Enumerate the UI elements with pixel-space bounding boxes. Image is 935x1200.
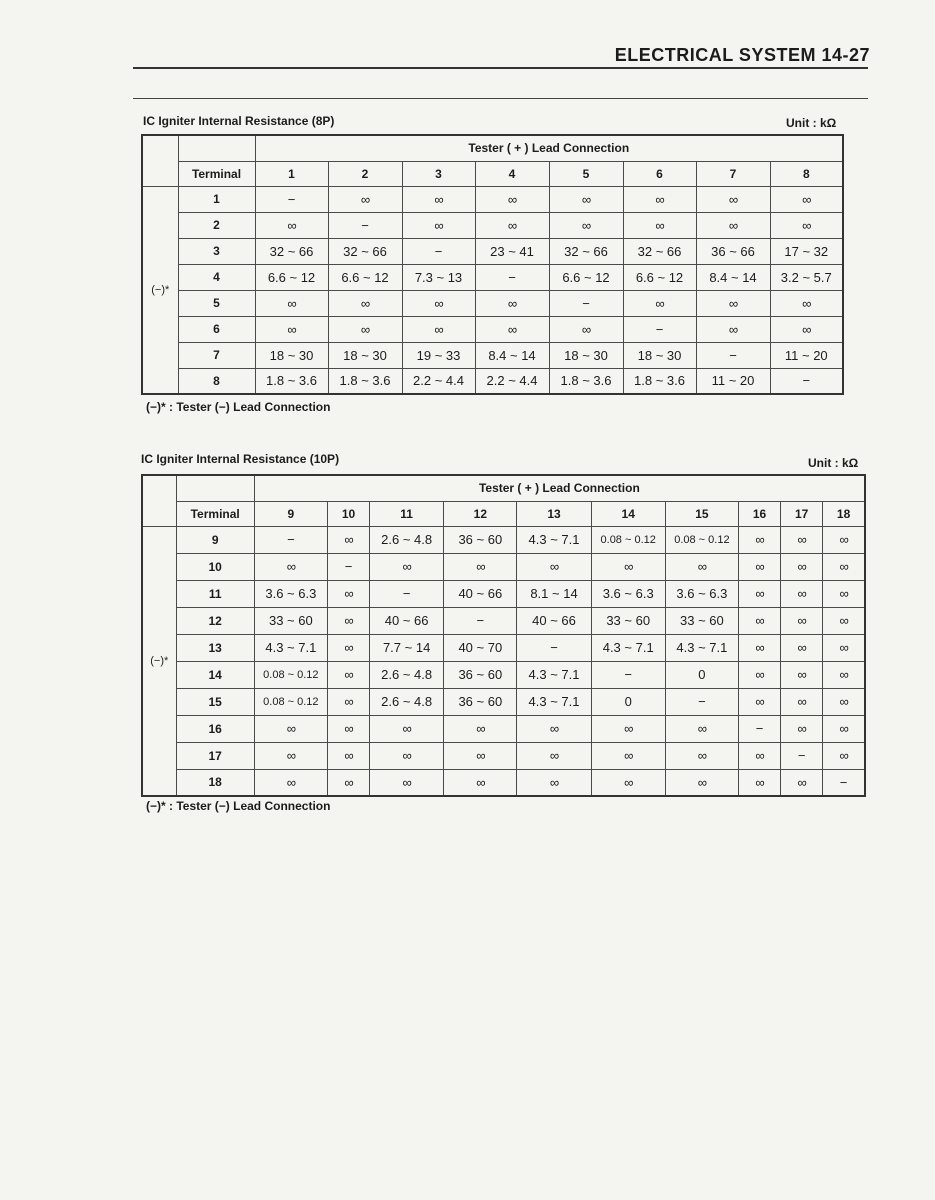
table-row: [142, 580, 865, 607]
row-terminal: 3: [178, 238, 255, 264]
resistance-cell: ∞: [327, 634, 369, 661]
column-header: 4: [475, 161, 549, 186]
resistance-cell: ∞: [770, 186, 843, 212]
table-10p-unit: Unit : kΩ: [808, 456, 859, 470]
resistance-cell: −: [328, 212, 402, 238]
resistance-cell: ∞: [781, 553, 823, 580]
resistance-cell: 32 ~ 66: [623, 238, 696, 264]
resistance-cell: 1.8 ~ 3.6: [328, 368, 402, 394]
resistance-cell: −: [823, 769, 865, 796]
resistance-cell: ∞: [517, 715, 591, 742]
table-10p-footnote: (−)* : Tester (−) Lead Connection: [146, 799, 331, 813]
table-row: [142, 742, 865, 769]
resistance-cell: ∞: [255, 316, 328, 342]
resistance-cell: ∞: [781, 607, 823, 634]
resistance-cell: 40 ~ 66: [444, 580, 517, 607]
resistance-cell: ∞: [665, 553, 738, 580]
resistance-cell: ∞: [781, 580, 823, 607]
resistance-cell: ∞: [254, 553, 327, 580]
resistance-cell: ∞: [823, 688, 865, 715]
resistance-cell: 2.2 ~ 4.4: [475, 368, 549, 394]
resistance-cell: 6.6 ~ 12: [328, 264, 402, 290]
table-row: [142, 715, 865, 742]
resistance-cell: ∞: [402, 186, 475, 212]
column-header: 11: [370, 501, 444, 526]
resistance-cell: ∞: [665, 742, 738, 769]
resistance-cell: ∞: [781, 769, 823, 796]
table-row: [142, 316, 843, 342]
resistance-cell: ∞: [781, 661, 823, 688]
table-row: [142, 688, 865, 715]
resistance-cell: ∞: [517, 742, 591, 769]
resistance-cell: 4.3 ~ 7.1: [517, 526, 591, 553]
resistance-cell: ∞: [370, 553, 444, 580]
resistance-cell: 3.2 ~ 5.7: [770, 264, 843, 290]
resistance-cell: ∞: [254, 715, 327, 742]
resistance-cell: ∞: [591, 742, 665, 769]
resistance-cell: ∞: [327, 715, 369, 742]
corner-cell: [142, 475, 176, 501]
resistance-cell: 7.7 ~ 14: [370, 634, 444, 661]
resistance-cell: 8.4 ~ 14: [696, 264, 770, 290]
resistance-cell: ∞: [591, 553, 665, 580]
resistance-cell: ∞: [781, 688, 823, 715]
resistance-cell: ∞: [370, 715, 444, 742]
resistance-cell: 0.08 ~ 0.12: [591, 526, 665, 553]
row-terminal: 10: [176, 553, 254, 580]
resistance-cell: 33 ~ 60: [665, 607, 738, 634]
resistance-cell: ∞: [327, 688, 369, 715]
corner-cell: [142, 501, 176, 526]
resistance-cell: ∞: [327, 580, 369, 607]
terminal-header: Terminal: [176, 501, 254, 526]
resistance-cell: ∞: [254, 742, 327, 769]
column-header: 8: [770, 161, 843, 186]
resistance-cell: 8.4 ~ 14: [475, 342, 549, 368]
resistance-cell: 18 ~ 30: [549, 342, 623, 368]
resistance-cell: ∞: [696, 212, 770, 238]
resistance-cell: ∞: [328, 186, 402, 212]
resistance-cell: ∞: [738, 580, 780, 607]
resistance-cell: ∞: [623, 186, 696, 212]
column-header: 10: [327, 501, 369, 526]
resistance-cell: ∞: [781, 715, 823, 742]
resistance-cell: ∞: [549, 212, 623, 238]
row-terminal: 14: [176, 661, 254, 688]
resistance-cell: 18 ~ 30: [255, 342, 328, 368]
resistance-cell: ∞: [696, 186, 770, 212]
resistance-cell: 2.6 ~ 4.8: [370, 526, 444, 553]
resistance-cell: 1.8 ~ 3.6: [549, 368, 623, 394]
table-row: [142, 368, 843, 394]
resistance-cell: ∞: [770, 212, 843, 238]
corner-cell: [142, 135, 178, 161]
resistance-cell: 4.3 ~ 7.1: [591, 634, 665, 661]
resistance-cell: ∞: [738, 634, 780, 661]
resistance-cell: ∞: [255, 290, 328, 316]
resistance-cell: 6.6 ~ 12: [255, 264, 328, 290]
resistance-cell: −: [475, 264, 549, 290]
resistance-cell: 3.6 ~ 6.3: [665, 580, 738, 607]
resistance-cell: 8.1 ~ 14: [517, 580, 591, 607]
column-header: 16: [738, 501, 780, 526]
resistance-cell: ∞: [823, 607, 865, 634]
table-row: [142, 661, 865, 688]
resistance-cell: ∞: [591, 715, 665, 742]
column-header: 18: [823, 501, 865, 526]
resistance-cell: 3.6 ~ 6.3: [254, 580, 327, 607]
resistance-cell: 33 ~ 60: [254, 607, 327, 634]
table-row: [142, 342, 843, 368]
resistance-cell: 11 ~ 20: [696, 368, 770, 394]
column-header: 5: [549, 161, 623, 186]
resistance-cell: ∞: [517, 769, 591, 796]
resistance-cell: ∞: [823, 661, 865, 688]
resistance-cell: ∞: [402, 290, 475, 316]
resistance-cell: 4.3 ~ 7.1: [517, 688, 591, 715]
row-terminal: 12: [176, 607, 254, 634]
resistance-cell: ∞: [738, 688, 780, 715]
resistance-cell: ∞: [823, 634, 865, 661]
resistance-cell: ∞: [781, 634, 823, 661]
table-row: [142, 607, 865, 634]
resistance-cell: 32 ~ 66: [549, 238, 623, 264]
resistance-cell: 4.3 ~ 7.1: [517, 661, 591, 688]
column-header: 2: [328, 161, 402, 186]
tester-plus-header: Tester ( + ) Lead Connection: [255, 135, 843, 161]
resistance-cell: ∞: [327, 742, 369, 769]
resistance-cell: ∞: [738, 769, 780, 796]
resistance-cell: ∞: [738, 661, 780, 688]
corner-cell: [176, 475, 254, 501]
row-terminal: 9: [176, 526, 254, 553]
table-row: [142, 290, 843, 316]
resistance-cell: 40 ~ 66: [370, 607, 444, 634]
resistance-cell: ∞: [823, 715, 865, 742]
resistance-cell: ∞: [444, 769, 517, 796]
resistance-cell: ∞: [696, 290, 770, 316]
column-header: 17: [781, 501, 823, 526]
resistance-cell: 36 ~ 60: [444, 526, 517, 553]
column-header: 12: [444, 501, 517, 526]
table-row: [142, 186, 843, 212]
resistance-cell: 18 ~ 30: [623, 342, 696, 368]
resistance-cell: ∞: [823, 526, 865, 553]
resistance-cell: ∞: [475, 212, 549, 238]
column-header: 7: [696, 161, 770, 186]
resistance-cell: ∞: [327, 607, 369, 634]
resistance-cell: ∞: [823, 553, 865, 580]
resistance-cell: ∞: [444, 715, 517, 742]
resistance-cell: 33 ~ 60: [591, 607, 665, 634]
resistance-cell: ∞: [738, 553, 780, 580]
resistance-cell: 19 ~ 33: [402, 342, 475, 368]
row-terminal: 18: [176, 769, 254, 796]
row-terminal: 15: [176, 688, 254, 715]
resistance-cell: ∞: [475, 316, 549, 342]
resistance-cell: ∞: [770, 290, 843, 316]
resistance-cell: ∞: [591, 769, 665, 796]
tester-minus-label: (−)*: [142, 186, 178, 394]
resistance-cell: ∞: [475, 186, 549, 212]
row-terminal: 5: [178, 290, 255, 316]
table-8p-footnote: (−)* : Tester (−) Lead Connection: [146, 400, 331, 414]
resistance-cell: ∞: [665, 715, 738, 742]
resistance-cell: −: [549, 290, 623, 316]
resistance-cell: 6.6 ~ 12: [623, 264, 696, 290]
resistance-cell: ∞: [402, 316, 475, 342]
resistance-cell: ∞: [517, 553, 591, 580]
table-row: [142, 264, 843, 290]
resistance-cell: 0.08 ~ 0.12: [665, 526, 738, 553]
table-row: [142, 212, 843, 238]
column-header: 1: [255, 161, 328, 186]
resistance-cell: −: [781, 742, 823, 769]
row-terminal: 4: [178, 264, 255, 290]
table-row: [142, 769, 865, 796]
resistance-cell: 36 ~ 66: [696, 238, 770, 264]
resistance-cell: ∞: [623, 212, 696, 238]
corner-cell: [142, 161, 178, 186]
resistance-cell: ∞: [327, 526, 369, 553]
page-header-title: ELECTRICAL SYSTEM 14-27: [614, 45, 870, 65]
table-8p-title: IC Igniter Internal Resistance (8P): [143, 114, 335, 128]
column-header: 14: [591, 501, 665, 526]
row-terminal: 7: [178, 342, 255, 368]
column-header: 9: [254, 501, 327, 526]
table-10p-title: IC Igniter Internal Resistance (10P): [141, 452, 340, 466]
corner-cell: [178, 135, 255, 161]
resistance-cell: 0: [665, 661, 738, 688]
resistance-cell: ∞: [327, 769, 369, 796]
resistance-cell: −: [665, 688, 738, 715]
table-row: [142, 526, 865, 553]
resistance-cell: −: [444, 607, 517, 634]
resistance-cell: ∞: [665, 769, 738, 796]
resistance-cell: 3.6 ~ 6.3: [591, 580, 665, 607]
column-header: 13: [517, 501, 591, 526]
resistance-cell: −: [623, 316, 696, 342]
table-row: [142, 238, 843, 264]
resistance-cell: ∞: [328, 316, 402, 342]
resistance-cell: ∞: [696, 316, 770, 342]
resistance-cell: ∞: [823, 742, 865, 769]
resistance-cell: 7.3 ~ 13: [402, 264, 475, 290]
table-8p-unit: Unit : kΩ: [786, 116, 837, 130]
row-terminal: 16: [176, 715, 254, 742]
header-rule: [133, 67, 868, 69]
resistance-cell: 0.08 ~ 0.12: [254, 661, 327, 688]
resistance-cell: 23 ~ 41: [475, 238, 549, 264]
row-terminal: 17: [176, 742, 254, 769]
resistance-cell: ∞: [444, 553, 517, 580]
resistance-cell: ∞: [328, 290, 402, 316]
resistance-cell: −: [696, 342, 770, 368]
resistance-cell: 18 ~ 30: [328, 342, 402, 368]
resistance-cell: 17 ~ 32: [770, 238, 843, 264]
resistance-cell: 36 ~ 60: [444, 688, 517, 715]
resistance-cell: ∞: [623, 290, 696, 316]
resistance-cell: 1.8 ~ 3.6: [255, 368, 328, 394]
resistance-cell: 2.6 ~ 4.8: [370, 661, 444, 688]
resistance-cell: ∞: [370, 769, 444, 796]
resistance-cell: ∞: [738, 526, 780, 553]
resistance-cell: 2.2 ~ 4.4: [402, 368, 475, 394]
resistance-cell: 0.08 ~ 0.12: [254, 688, 327, 715]
table-8p: [141, 134, 844, 395]
resistance-cell: 40 ~ 70: [444, 634, 517, 661]
resistance-cell: 40 ~ 66: [517, 607, 591, 634]
tester-minus-label: (−)*: [142, 526, 176, 796]
resistance-cell: 32 ~ 66: [255, 238, 328, 264]
resistance-cell: −: [254, 526, 327, 553]
resistance-cell: ∞: [770, 316, 843, 342]
resistance-cell: −: [517, 634, 591, 661]
row-terminal: 2: [178, 212, 255, 238]
column-header: 6: [623, 161, 696, 186]
table-10p: [141, 474, 866, 797]
resistance-cell: 4.3 ~ 7.1: [254, 634, 327, 661]
resistance-cell: 36 ~ 60: [444, 661, 517, 688]
column-header: 15: [665, 501, 738, 526]
resistance-cell: ∞: [402, 212, 475, 238]
resistance-cell: ∞: [475, 290, 549, 316]
resistance-cell: ∞: [254, 769, 327, 796]
resistance-cell: −: [255, 186, 328, 212]
row-terminal: 1: [178, 186, 255, 212]
resistance-cell: −: [327, 553, 369, 580]
resistance-cell: ∞: [549, 316, 623, 342]
resistance-cell: −: [738, 715, 780, 742]
resistance-cell: ∞: [549, 186, 623, 212]
resistance-cell: ∞: [255, 212, 328, 238]
resistance-cell: 6.6 ~ 12: [549, 264, 623, 290]
resistance-cell: ∞: [823, 580, 865, 607]
resistance-cell: ∞: [370, 742, 444, 769]
row-terminal: 13: [176, 634, 254, 661]
row-terminal: 8: [178, 368, 255, 394]
resistance-cell: ∞: [738, 742, 780, 769]
resistance-cell: −: [591, 661, 665, 688]
row-terminal: 11: [176, 580, 254, 607]
resistance-cell: 1.8 ~ 3.6: [623, 368, 696, 394]
table-row: [142, 634, 865, 661]
resistance-cell: 11 ~ 20: [770, 342, 843, 368]
resistance-cell: ∞: [444, 742, 517, 769]
resistance-cell: ∞: [781, 526, 823, 553]
resistance-cell: −: [370, 580, 444, 607]
table-row: [142, 553, 865, 580]
resistance-cell: 4.3 ~ 7.1: [665, 634, 738, 661]
resistance-cell: −: [770, 368, 843, 394]
resistance-cell: 32 ~ 66: [328, 238, 402, 264]
resistance-cell: ∞: [327, 661, 369, 688]
section-rule: [133, 98, 868, 99]
resistance-cell: 2.6 ~ 4.8: [370, 688, 444, 715]
resistance-cell: 0: [591, 688, 665, 715]
terminal-header: Terminal: [178, 161, 255, 186]
resistance-cell: −: [402, 238, 475, 264]
column-header: 3: [402, 161, 475, 186]
resistance-cell: ∞: [738, 607, 780, 634]
row-terminal: 6: [178, 316, 255, 342]
tester-plus-header: Tester ( + ) Lead Connection: [254, 475, 865, 501]
